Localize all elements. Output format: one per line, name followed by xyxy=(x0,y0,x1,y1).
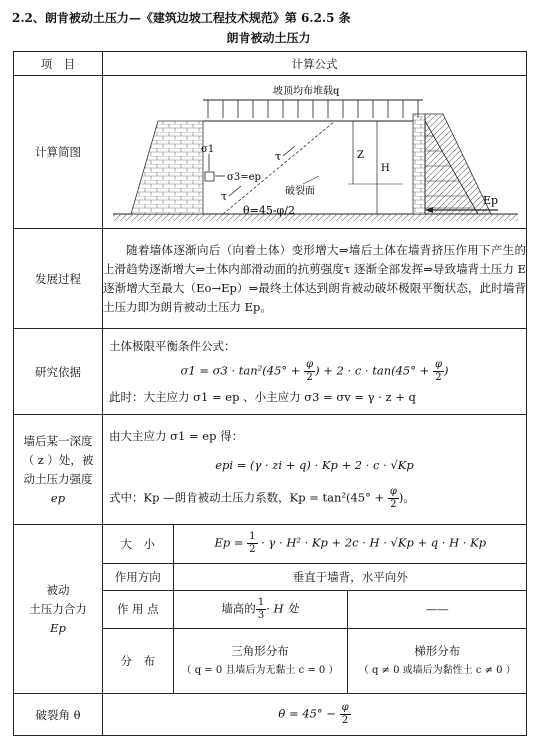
tau-bottom-label: τ xyxy=(221,190,228,203)
depth-note-suffix: )。 xyxy=(398,490,415,505)
direction-row xyxy=(103,563,527,590)
point-row xyxy=(103,590,527,628)
calc-diagram xyxy=(103,76,527,228)
resultant-label-line1: 被动 xyxy=(46,582,70,597)
soil-element xyxy=(205,172,214,181)
depth-cell xyxy=(103,415,527,525)
basis-row-label: 研究依据 xyxy=(14,329,103,415)
resultant-row-label xyxy=(14,525,103,694)
distribution-label: 分 布 xyxy=(103,628,173,693)
point-label: 作 用 点 xyxy=(103,590,173,628)
table-header-row xyxy=(14,52,527,76)
point-value-right: —— xyxy=(347,590,527,628)
table-title: 朗肯被动土压力 xyxy=(226,31,311,45)
resultant-label-line2: 土压力合力 xyxy=(29,601,87,616)
size-formula-a: Ep = xyxy=(214,535,248,550)
sigma3-label: σ3=ep xyxy=(227,172,261,183)
failure-label: 破裂面 xyxy=(285,186,315,197)
resultant-row xyxy=(14,525,527,694)
process-text: 随着墙体逐渐向后（向着土体）变形增大⇒墙后土体在墙背挤压作用下产生的上滑趋势逐渐增大⇒土体内部滑动面的抗剪强度τ 逐渐全部发挥⇒导致墙背土压力 E 逐渐增大至最大（Eo→Ep）⇒最终土体达到朗肯被动破坏极限平衡状态，此时墙背土压力即为朗肯被动土压力 Ep。 xyxy=(103,229,527,329)
depth-row-label xyxy=(14,415,103,525)
point-frac-den: 3 xyxy=(257,609,265,621)
distribution-left xyxy=(173,628,347,693)
depth-frac-den: 2 xyxy=(390,499,397,510)
sigma1-label: σ1 xyxy=(201,144,215,155)
depth-intro: 由大主应力 σ1 = ep 得： xyxy=(109,429,244,443)
diagram-row xyxy=(14,76,527,229)
load-label: 坡顶均布堆载q xyxy=(273,86,340,97)
crack-row-label: 破裂角 θ xyxy=(14,694,103,736)
size-formula xyxy=(173,525,527,563)
failure-plane xyxy=(223,121,335,214)
size-row xyxy=(103,525,527,563)
basis-formula: σ1 = σ3 · tan²(45° + $\frac{\varphi}{2}$ ) + 2 · c · tan(45° + $\frac{\varphi}{2}$ ) xyxy=(180,359,449,383)
diagram-row-label: 计算简图 xyxy=(14,76,103,229)
basis-formula-mid: ) + 2 · c · tan(45° + xyxy=(315,363,433,378)
depth-frac-num: φ xyxy=(389,486,397,497)
process-row xyxy=(14,229,527,329)
size-label: 大 小 xyxy=(103,525,173,563)
header-item: 项 目 xyxy=(14,52,103,76)
depth-row xyxy=(14,415,527,525)
depth-note-prefix: 式中：Kp —朗肯被动土压力系数，Kp = tan²(45° + xyxy=(109,490,388,505)
depth-label-line2: （ z ）处，被 xyxy=(22,452,94,467)
depth-label-line1: 墙后某一深度 xyxy=(23,433,93,448)
z-label: Z xyxy=(357,150,364,161)
distribution-row xyxy=(103,628,527,693)
crack-frac-num: φ xyxy=(341,702,349,713)
distribution-left-title: 三角形分布 xyxy=(231,643,289,658)
depth-note xyxy=(109,486,520,511)
direction-label: 作用方向 xyxy=(103,563,173,590)
resultant-cell xyxy=(103,525,527,694)
distribution-right-cond: （ q ≠ 0 或墙后为黏性土 c ≠ 0 ） xyxy=(358,664,516,676)
size-frac-den: 2 xyxy=(249,544,256,556)
distribution-left-cond: （ q = 0 且墙后为无黏土 c = 0 ） xyxy=(181,664,339,676)
process-row-label: 发展过程 xyxy=(14,229,103,329)
crack-row xyxy=(14,694,527,736)
depth-label-line3: 动土压力强度 xyxy=(23,471,93,486)
direction-value: 垂直于墙背，水平向外 xyxy=(173,563,527,590)
point-value-b: · H 处 xyxy=(266,601,299,615)
diagram-cell xyxy=(103,76,527,229)
distribution-right xyxy=(347,628,527,693)
basis-frac-num: φ xyxy=(306,359,314,370)
crack-frac-den: 2 xyxy=(341,715,349,726)
basis-frac-num-2: φ xyxy=(434,359,442,370)
basis-frac-den-2: 2 xyxy=(435,372,442,383)
size-formula-b: · γ · H² · Kp + 2c · H · √Kp + q · H · Kp xyxy=(257,535,487,550)
resultant-label-line3: Ep xyxy=(50,620,66,635)
tau-top-label: τ xyxy=(275,150,282,163)
right-slope xyxy=(425,114,491,214)
basis-note: 此时：大主应力 σ1 = ep 、小主应力 σ3 = σv = γ · z + q xyxy=(109,390,416,404)
point-value xyxy=(173,590,347,628)
h-label: H xyxy=(381,163,390,174)
point-value-a: 墙高的 xyxy=(221,601,256,615)
basis-frac-den: 2 xyxy=(306,372,313,383)
ground-hatch xyxy=(113,214,518,221)
basis-intro: 土体极限平衡条件公式： xyxy=(109,339,236,353)
depth-formula: epi = (γ · zi + q) · Kp + 2 · c · √Kp xyxy=(215,458,414,472)
theta-label: θ=45-φ/2 xyxy=(243,204,295,217)
point-frac-num: 1 xyxy=(257,596,265,608)
depth-label-line4: ep xyxy=(50,490,66,505)
ep-label: Ep xyxy=(483,194,499,207)
distribution-right-title: 梯形分布 xyxy=(414,643,461,658)
basis-cell xyxy=(103,329,527,415)
header-formula: 计算公式 xyxy=(103,52,527,76)
left-retaining-wall xyxy=(131,121,203,214)
basis-row xyxy=(14,329,527,415)
crack-formula-a: θ = 45° − xyxy=(278,706,340,721)
resultant-subtable xyxy=(103,525,527,693)
section-heading: 2.2、朗肯被动土压力—《建筑边坡工程技术规范》第 6.2.5 条 xyxy=(12,11,351,25)
basis-formula-lhs: σ1 = σ3 · tan²(45° + xyxy=(180,363,305,378)
size-frac-num: 1 xyxy=(249,531,256,543)
load-arrows xyxy=(208,100,418,118)
earth-pressure-table xyxy=(13,51,527,736)
crack-formula xyxy=(103,694,527,736)
right-wall xyxy=(413,114,425,214)
